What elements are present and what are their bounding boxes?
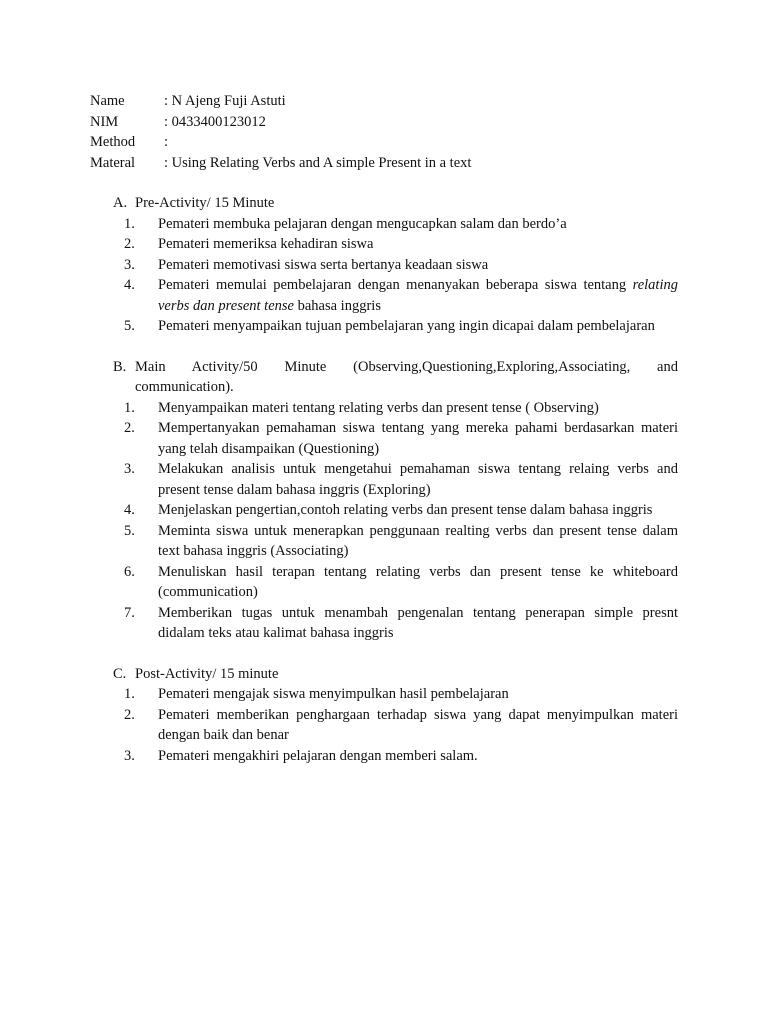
list-item <box>113 316 678 337</box>
item-text: Mempertanyakan pemahaman siswa tentang yang mereka pahami berdasarkan materi yang telah disampaikan (Questioning) <box>158 420 678 457</box>
item-text-after: bahasa inggris <box>293 297 381 314</box>
list-item <box>113 459 678 500</box>
item-text: Pemateri memeriksa kehadiran siswa <box>158 236 374 252</box>
document-page <box>90 91 678 766</box>
document-header <box>90 91 678 173</box>
section-letter: A. <box>113 195 128 211</box>
item-number: 1. <box>124 399 135 416</box>
method-label: Method <box>90 134 136 150</box>
name-label: Name <box>90 93 125 109</box>
activity-list <box>113 684 678 766</box>
list-item <box>113 255 678 276</box>
item-text: Melakukan analisis untuk mengetahui pemahaman siswa tentang relaing verbs and present tense dalam bahasa inggris (Exploring) <box>158 461 678 498</box>
item-number: 5. <box>124 318 135 334</box>
item-text: Pemateri menyampaikan tujuan pembelajaran yang ingin dicapai dalam pembelajaran <box>158 318 655 334</box>
section-letter: C. <box>113 665 127 682</box>
material-label: Materal <box>90 154 136 171</box>
list-item <box>113 603 678 644</box>
item-text: Pemateri membuka pelajaran dengan mengucapkan salam dan berdo’a <box>158 215 567 232</box>
list-item <box>113 521 678 562</box>
item-text: Pemateri mengakhiri pelajaran dengan memberi salam. <box>158 747 478 764</box>
item-text: Pemateri memberikan penghargaan terhadap siswa yang dapat menyimpulkan materi dengan baik dan benar <box>158 706 678 743</box>
item-text: Pemateri mengajak siswa menyimpulkan hasil pembelajaran <box>158 686 509 702</box>
list-item <box>113 746 678 767</box>
item-text: Menjelaskan pengertian,contoh relating verbs dan present tense dalam bahasa inggris <box>158 502 653 518</box>
item-number: 3. <box>124 461 135 477</box>
section-title <box>113 357 678 398</box>
header-row-method <box>90 132 678 153</box>
material-value: : Using Relating Verbs and A simple Present in a text <box>164 154 472 171</box>
name-value: : N Ajeng Fuji Astuti <box>164 93 286 109</box>
list-item <box>113 234 678 255</box>
item-number: 3. <box>124 256 135 273</box>
section-heading: Pre-Activity/ 15 Minute <box>135 195 275 211</box>
list-item <box>113 500 678 521</box>
item-text: Memberikan tugas untuk menambah pengenalan tentang penerapan simple presnt didalam teks atau kalimat bahasa inggris <box>158 604 678 641</box>
item-text-before: Pemateri memulai pembelajaran dengan menanyakan beberapa siswa tentang <box>158 277 633 293</box>
section-heading: Main Activity/50 Minute (Observing,Questioning,Exploring,Associating, and communication). <box>135 358 678 395</box>
method-value: : <box>164 134 169 150</box>
item-number: 4. <box>124 277 135 293</box>
item-number: 2. <box>124 706 135 723</box>
item-number: 2. <box>124 236 135 252</box>
activity-list <box>113 398 678 644</box>
list-item <box>113 684 678 705</box>
item-text: Meminta siswa untuk menerapkan penggunaan realting verbs dan present tense dalam text bahasa inggris (Associating) <box>158 522 678 559</box>
section-letter: B. <box>113 358 127 375</box>
item-text: Menuliskan hasil terapan tentang relating verbs dan present tense ke whiteboard (communication) <box>158 563 678 600</box>
section-title <box>113 664 678 685</box>
list-item <box>113 705 678 746</box>
header-row-name <box>90 91 678 112</box>
item-number: 5. <box>124 522 135 539</box>
section-main-activity <box>113 357 678 644</box>
nim-label: NIM <box>90 113 119 130</box>
header-row-nim <box>90 112 678 133</box>
item-text: Menyampaikan materi tentang relating verbs dan present tense ( Observing) <box>158 399 599 416</box>
activity-list <box>113 214 678 337</box>
item-number: 6. <box>124 563 135 580</box>
list-item <box>113 214 678 235</box>
item-text <box>158 275 678 316</box>
item-number: 1. <box>124 686 135 702</box>
item-number: 7. <box>124 604 135 621</box>
header-row-material <box>90 153 678 174</box>
list-item <box>113 562 678 603</box>
item-text-italic: relating verbs dan present tense <box>158 277 678 314</box>
item-number: 1. <box>124 215 135 232</box>
section-heading: Post-Activity/ 15 minute <box>135 665 279 682</box>
nim-value: : 0433400123012 <box>164 113 266 130</box>
list-item <box>113 275 678 316</box>
list-item <box>113 398 678 419</box>
section-title <box>113 193 678 214</box>
section-pre-activity <box>113 193 678 337</box>
item-text: Pemateri memotivasi siswa serta bertanya keadaan siswa <box>158 256 489 273</box>
item-number: 3. <box>124 747 135 764</box>
item-number: 2. <box>124 420 135 436</box>
list-item <box>113 418 678 459</box>
section-post-activity <box>113 664 678 767</box>
item-number: 4. <box>124 502 135 518</box>
